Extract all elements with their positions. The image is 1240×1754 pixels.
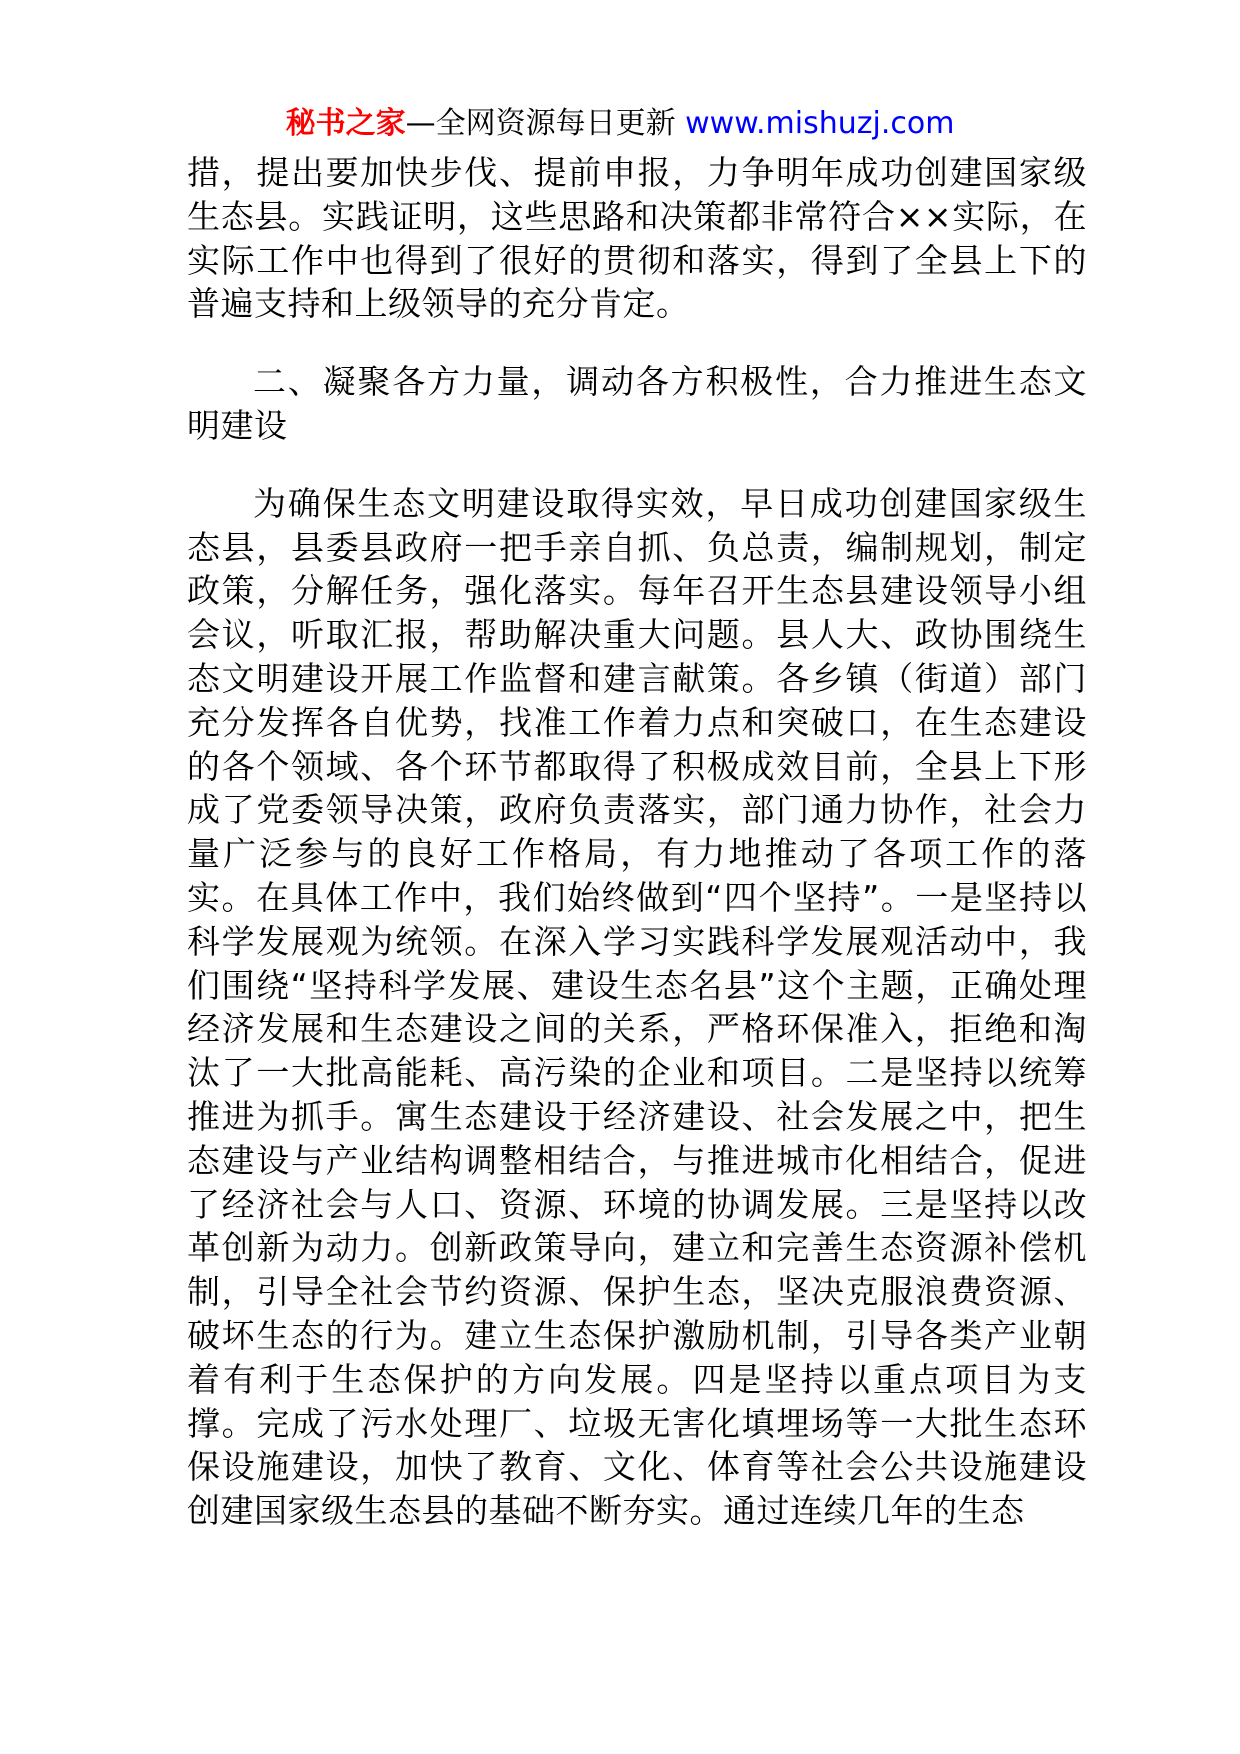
- site-slogan: —全网资源每日更新: [405, 106, 686, 141]
- site-brand: 秘书之家: [285, 106, 406, 141]
- page-header: [0, 104, 1240, 144]
- paragraph-continuation: 措，提出要加快步伐、提前申报，力争明年成功创建国家级生态县。实践证明，这些思路和决策都非常符合××实际，在实际工作中也得到了很好的贯彻和落实，得到了全县上下的普遍支持和上级领导的充分肯定。: [187, 153, 1087, 324]
- document-body: [187, 151, 1087, 1533]
- paragraph-body: 为确保生态文明建设取得实效，早日成功创建国家级生态县，县委县政府一把手亲自抓、负总责，编制规划，制定政策，分解任务，强化落实。每年召开生态县建设领导小组会议，听取汇报，帮助解决重大问题。县人大、政协围绕生态文明建设开展工作监督和建言献策。各乡镇（街道）部门充分发挥各自优势，找准工作着力点和突破口，在生态建设的各个领域、各个环节都取得了积极成效目前，全县上下形成了党委领导决策，政府负责落实，部门通力协作，社会力量广泛参与的良好工作格局，有力地推动了各项工作的落实。在具体工作中，我们始终做到“四个坚持”。一是坚持以科学发展观为统领。在深入学习实践科学发展观活动中，我们围绕“坚持科学发展、建设生态名县”这个主题，正确处理经济发展和生态建设之间的关系，严格环保准入，拒绝和淘汰了一大批高能耗、高污染的企业和项目。二是坚持以统筹推进为抓手。寓生态建设于经济建设、社会发展之中，把生态建设与产业结构调整相结合，与推进城市化相结合，促进了经济社会与人口、资源、环境的协调发展。三是坚持以改革创新为动力。创新政策导向，建立和完善生态资源补偿机制，引导全社会节约资源、保护生态，坚决克服浪费资源、破坏生态的行为。建立生态保护激励机制，引导各类产业朝着有利于生态保护的方向发展。四是坚持以重点项目为支撑。完成了污水处理厂、垃圾无害化填埋场等一大批生态环保设施建设，加快了教育、文化、体育等社会公共设施建设创建国家级生态县的基础不断夯实。通过连续几年的生态: [187, 483, 1087, 1531]
- section-heading: 二、凝聚各方力量，调动各方积极性，合力推进生态文明建设: [187, 362, 1087, 445]
- site-url[interactable]: www.mishuzj.com: [685, 106, 955, 141]
